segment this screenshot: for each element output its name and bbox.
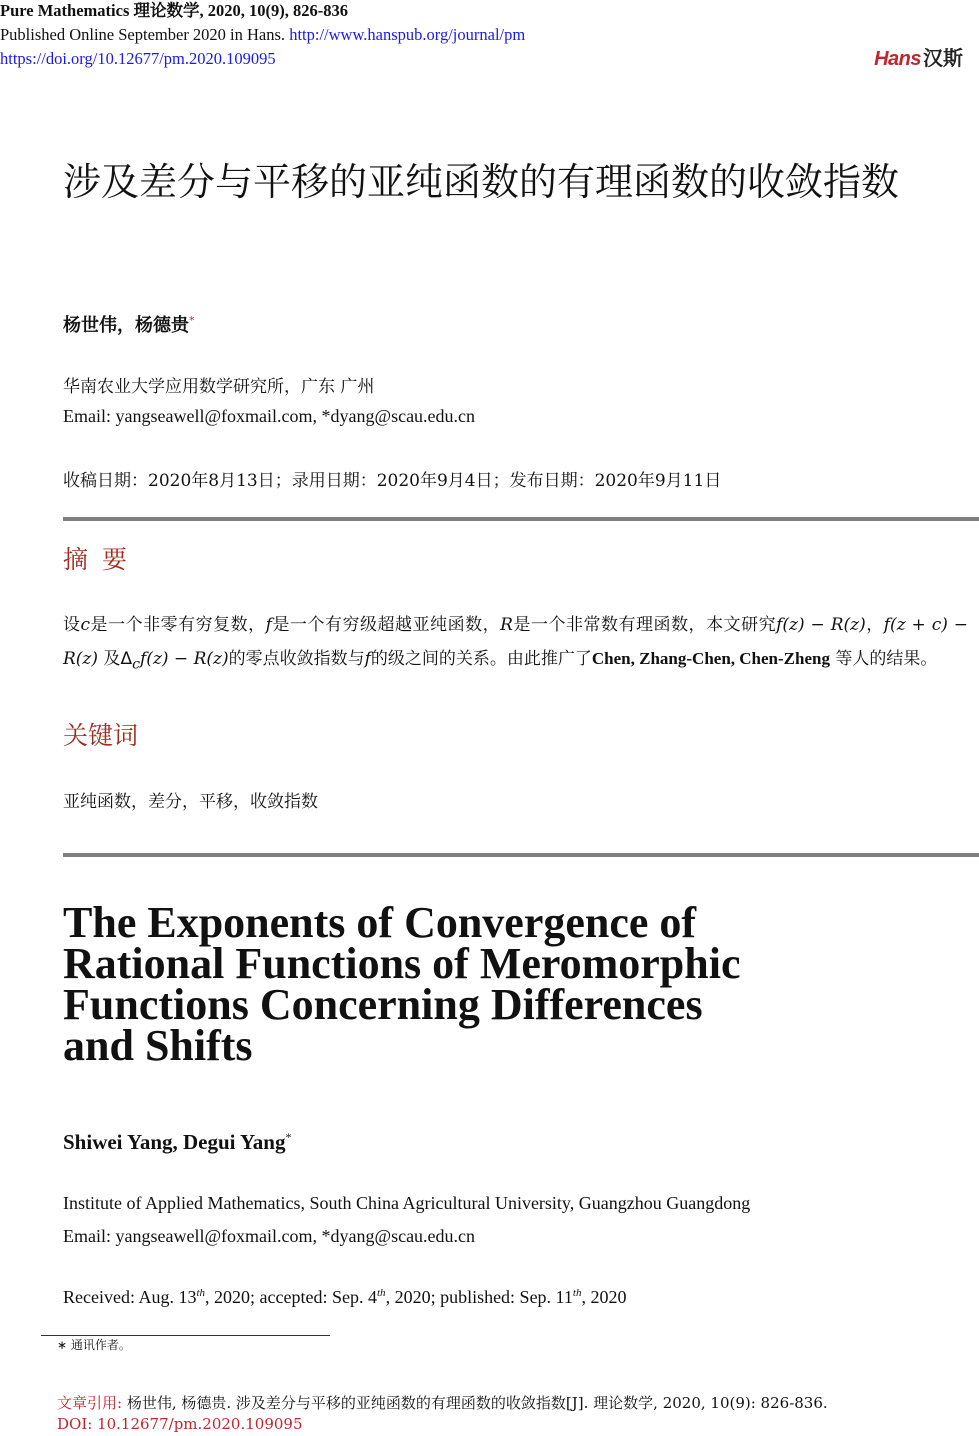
footnote: ∗ 通讯作者。	[57, 1338, 131, 1352]
en-dates	[63, 1287, 626, 1308]
abs-expr2: f(z + c) − R(z)	[63, 615, 969, 669]
en-authors	[63, 1130, 292, 1155]
en-title-line-1: The Exponents of Convergence of	[63, 898, 697, 947]
abs-delta: Δ	[120, 649, 133, 669]
cn-authors	[63, 311, 195, 337]
hans-logo	[874, 42, 963, 71]
published-line	[0, 24, 525, 46]
en-title-line-3: Functions Concerning Differences	[63, 980, 703, 1029]
cn-author-names: 杨世伟，杨德贵	[63, 315, 189, 336]
en-email: Email: yangseawell@foxmail.com, *dyang@scau.edu.cn	[63, 1226, 476, 1246]
cn-title: 涉及差分与平移的亚纯函数的有理函数的收敛指数	[63, 160, 900, 204]
abs-p2: 是一个非零有穷复数，	[90, 615, 266, 635]
section-divider-bottom	[63, 853, 979, 857]
cn-abstract	[63, 609, 968, 681]
abs-p5: 及	[98, 649, 121, 669]
doi-line	[0, 48, 276, 70]
en-published: , 2020; published: Sep. 11	[385, 1287, 573, 1307]
abs-p4: 是一个非常数有理函数，本文研究	[512, 615, 777, 635]
en-title-line-4: and Shifts	[63, 1021, 253, 1070]
abs-c: c	[80, 615, 91, 635]
section-divider-top	[63, 517, 979, 521]
abs-p6: 的零点收敛指数与	[228, 649, 365, 669]
abs-p8: 等人的结果。	[829, 649, 938, 669]
citation-doi: DOI: 10.12677/pm.2020.109095	[57, 1415, 303, 1433]
journal-url-link[interactable]: http://www.hanspub.org/journal/pm	[289, 25, 526, 44]
abs-R: R	[500, 615, 513, 635]
en-author-names: Shiwei Yang, Degui Yang	[63, 1130, 286, 1154]
en-accepted: , 2020; accepted: Sep. 4	[205, 1287, 377, 1307]
en-title-line-2: Rational Functions of Meromorphic	[63, 939, 741, 988]
en-th-1: th	[196, 1287, 206, 1299]
keywords-heading: 关键词	[63, 721, 139, 750]
abs-f: f	[265, 615, 272, 635]
en-th-2: th	[377, 1287, 386, 1299]
cn-author-mark: *	[189, 314, 195, 327]
citation-label: 文章引用:	[57, 1394, 127, 1412]
abs-p7: 的级之间的关系。由此推广了	[370, 649, 592, 669]
en-year: , 2020	[581, 1287, 627, 1307]
en-affiliation: Institute of Applied Mathematics, South China Agricultural University, Guangzhou Guangdong	[63, 1193, 751, 1213]
abs-sub-c: c	[132, 656, 141, 673]
abs-expr1: f(z) − R(z)	[776, 615, 866, 635]
published-prefix: Published Online September 2020 in Hans.	[0, 25, 290, 44]
citation-block	[57, 1393, 828, 1435]
cn-dates: 收稿日期：2020年8月13日；录用日期：2020年9月4日；发布日期：2020年9月11日	[63, 471, 722, 491]
en-received: Received: Aug. 13	[63, 1287, 197, 1307]
abs-sep1: ，	[865, 615, 884, 635]
logo-cn: 汉斯	[923, 48, 963, 70]
citation-text: 杨世伟, 杨德贵. 涉及差分与平移的亚纯函数的有理函数的收敛指数[J]. 理论数学, 2020, 10(9): 826-836.	[126, 1394, 828, 1412]
abs-p1: 设	[63, 615, 81, 635]
cn-affiliation: 华南农业大学应用数学研究所，广东 广州	[63, 377, 375, 397]
cn-email: Email: yangseawell@foxmail.com, *dyang@scau.edu.cn	[63, 406, 476, 426]
journal-line: Pure Mathematics 理论数学, 2020, 10(9), 826-836	[0, 1, 348, 20]
abs-expr3: f(z) − R(z)	[140, 649, 229, 669]
abs-p3: 是一个有穷级超越亚纯函数，	[271, 615, 501, 635]
abs-names: Chen, Zhang-Chen, Chen-Zheng	[591, 649, 830, 668]
citation-line	[57, 1393, 828, 1414]
en-author-mark: *	[285, 1130, 292, 1144]
abstract-heading: 摘要	[63, 545, 142, 574]
en-title	[63, 898, 963, 1070]
en-th-3: th	[572, 1287, 582, 1299]
cn-keywords: 亚纯函数，差分，平移，收敛指数	[63, 792, 318, 812]
logo-latin: Hans	[874, 48, 921, 70]
abs-f2: f	[364, 649, 371, 669]
doi-url-link[interactable]: https://doi.org/10.12677/pm.2020.109095	[0, 49, 276, 68]
